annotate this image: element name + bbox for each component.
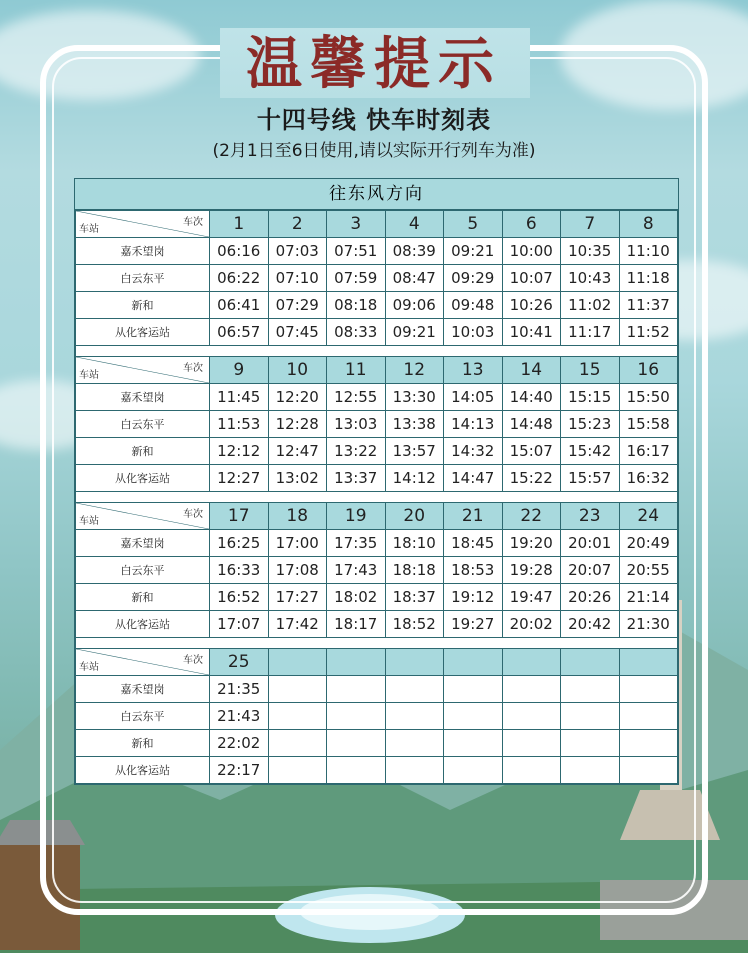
train-number: 4 <box>385 211 444 238</box>
departure-time: 10:00 <box>502 238 561 265</box>
departure-time: 17:42 <box>268 611 327 638</box>
train-number: 13 <box>444 357 503 384</box>
departure-time: 19:12 <box>444 584 503 611</box>
train-number: 24 <box>619 503 678 530</box>
departure-time: 14:47 <box>444 465 503 492</box>
station-name: 从化客运站 <box>76 465 210 492</box>
departure-time <box>385 703 444 730</box>
departure-time: 17:07 <box>210 611 269 638</box>
corner-label-train: 车次 <box>183 655 203 666</box>
table-row <box>76 411 678 438</box>
train-number <box>385 649 444 676</box>
departure-time: 22:02 <box>210 730 269 757</box>
departure-time: 15:42 <box>561 438 620 465</box>
departure-time: 21:30 <box>619 611 678 638</box>
corner-label-station: 车站 <box>79 516 99 527</box>
departure-time: 07:29 <box>268 292 327 319</box>
table-row <box>76 465 678 492</box>
departure-time: 20:49 <box>619 530 678 557</box>
departure-time: 18:10 <box>385 530 444 557</box>
departure-time <box>561 757 620 784</box>
departure-time <box>385 676 444 703</box>
departure-time <box>327 757 386 784</box>
station-name: 新和 <box>76 584 210 611</box>
departure-time: 14:05 <box>444 384 503 411</box>
departure-time <box>444 676 503 703</box>
departure-time: 06:16 <box>210 238 269 265</box>
departure-time <box>268 757 327 784</box>
departure-time: 20:07 <box>561 557 620 584</box>
table-row <box>76 584 678 611</box>
departure-time <box>619 730 678 757</box>
departure-time <box>268 676 327 703</box>
corner-label-train: 车次 <box>183 363 203 374</box>
departure-time: 11:37 <box>619 292 678 319</box>
departure-time: 12:20 <box>268 384 327 411</box>
table-row <box>76 238 678 265</box>
departure-time: 10:26 <box>502 292 561 319</box>
departure-time: 07:51 <box>327 238 386 265</box>
departure-time <box>619 757 678 784</box>
train-number: 14 <box>502 357 561 384</box>
departure-time: 12:28 <box>268 411 327 438</box>
departure-time: 21:43 <box>210 703 269 730</box>
departure-time: 14:12 <box>385 465 444 492</box>
block-separator <box>76 492 678 503</box>
departure-time: 11:18 <box>619 265 678 292</box>
departure-time: 07:45 <box>268 319 327 346</box>
departure-time: 09:21 <box>385 319 444 346</box>
departure-time <box>444 703 503 730</box>
departure-time: 18:37 <box>385 584 444 611</box>
table-row <box>76 703 678 730</box>
departure-time: 10:07 <box>502 265 561 292</box>
departure-time: 16:17 <box>619 438 678 465</box>
departure-time: 06:22 <box>210 265 269 292</box>
departure-time: 06:57 <box>210 319 269 346</box>
departure-time <box>619 676 678 703</box>
departure-time: 11:10 <box>619 238 678 265</box>
departure-time <box>385 730 444 757</box>
departure-time <box>327 730 386 757</box>
train-number: 17 <box>210 503 269 530</box>
station-name: 嘉禾望岗 <box>76 238 210 265</box>
corner-header <box>76 503 210 530</box>
train-number: 5 <box>444 211 503 238</box>
departure-time: 08:39 <box>385 238 444 265</box>
station-name: 从化客运站 <box>76 611 210 638</box>
departure-time <box>502 730 561 757</box>
train-number: 12 <box>385 357 444 384</box>
corner-label-station: 车站 <box>79 662 99 673</box>
departure-time: 16:32 <box>619 465 678 492</box>
train-number: 9 <box>210 357 269 384</box>
departure-time: 17:27 <box>268 584 327 611</box>
station-name: 白云东平 <box>76 411 210 438</box>
direction-header: 往东风方向 <box>75 179 678 210</box>
table-row <box>76 611 678 638</box>
departure-time: 13:38 <box>385 411 444 438</box>
departure-time: 19:27 <box>444 611 503 638</box>
departure-time: 12:27 <box>210 465 269 492</box>
corner-label-station: 车站 <box>79 224 99 235</box>
station-name: 新和 <box>76 730 210 757</box>
departure-time: 11:53 <box>210 411 269 438</box>
departure-time: 14:13 <box>444 411 503 438</box>
departure-time: 09:48 <box>444 292 503 319</box>
table-row <box>76 730 678 757</box>
departure-time: 13:03 <box>327 411 386 438</box>
departure-time <box>561 676 620 703</box>
station-name: 白云东平 <box>76 265 210 292</box>
train-number: 8 <box>619 211 678 238</box>
train-number: 18 <box>268 503 327 530</box>
page-subtitle: 十四号线 快车时刻表 <box>256 106 492 134</box>
departure-time <box>619 703 678 730</box>
departure-time <box>327 676 386 703</box>
departure-time: 18:45 <box>444 530 503 557</box>
departure-time: 18:18 <box>385 557 444 584</box>
departure-time: 16:33 <box>210 557 269 584</box>
corner-header <box>76 211 210 238</box>
train-number: 6 <box>502 211 561 238</box>
station-name: 白云东平 <box>76 557 210 584</box>
station-name: 白云东平 <box>76 703 210 730</box>
departure-time: 12:12 <box>210 438 269 465</box>
departure-time: 15:23 <box>561 411 620 438</box>
departure-time: 07:10 <box>268 265 327 292</box>
departure-time: 13:02 <box>268 465 327 492</box>
departure-time: 15:22 <box>502 465 561 492</box>
station-name: 从化客运站 <box>76 757 210 784</box>
page-title: 温馨提示 <box>246 32 502 97</box>
station-name: 嘉禾望岗 <box>76 384 210 411</box>
departure-time: 13:57 <box>385 438 444 465</box>
departure-time: 17:08 <box>268 557 327 584</box>
table-row <box>76 557 678 584</box>
departure-time <box>385 757 444 784</box>
train-number <box>502 649 561 676</box>
departure-time <box>561 703 620 730</box>
train-number <box>619 649 678 676</box>
table-row <box>76 757 678 784</box>
departure-time: 20:42 <box>561 611 620 638</box>
departure-time: 21:14 <box>619 584 678 611</box>
station-name: 从化客运站 <box>76 319 210 346</box>
train-number: 23 <box>561 503 620 530</box>
departure-time: 07:59 <box>327 265 386 292</box>
departure-time: 13:37 <box>327 465 386 492</box>
station-name: 嘉禾望岗 <box>76 530 210 557</box>
departure-time: 19:47 <box>502 584 561 611</box>
block-separator <box>76 638 678 649</box>
departure-time: 15:15 <box>561 384 620 411</box>
train-number: 25 <box>210 649 269 676</box>
departure-time: 09:29 <box>444 265 503 292</box>
departure-time: 13:22 <box>327 438 386 465</box>
departure-time: 21:35 <box>210 676 269 703</box>
departure-time: 12:47 <box>268 438 327 465</box>
departure-time: 15:50 <box>619 384 678 411</box>
departure-time <box>502 757 561 784</box>
departure-time: 10:03 <box>444 319 503 346</box>
usage-note: (2月1日至6日使用,请以实际开行列车为准) <box>212 141 536 161</box>
block-separator <box>76 346 678 357</box>
departure-time: 18:52 <box>385 611 444 638</box>
departure-time: 09:21 <box>444 238 503 265</box>
table-row <box>76 676 678 703</box>
corner-header <box>76 649 210 676</box>
departure-time <box>444 757 503 784</box>
departure-time: 11:52 <box>619 319 678 346</box>
departure-time: 14:32 <box>444 438 503 465</box>
departure-time: 18:02 <box>327 584 386 611</box>
corner-header <box>76 357 210 384</box>
train-number: 3 <box>327 211 386 238</box>
table-row <box>76 319 678 346</box>
train-number <box>327 649 386 676</box>
departure-time: 10:43 <box>561 265 620 292</box>
departure-time: 17:43 <box>327 557 386 584</box>
departure-time: 11:02 <box>561 292 620 319</box>
departure-time: 15:57 <box>561 465 620 492</box>
train-number: 16 <box>619 357 678 384</box>
departure-time <box>561 730 620 757</box>
departure-time: 19:28 <box>502 557 561 584</box>
train-number: 10 <box>268 357 327 384</box>
train-number-row <box>76 211 678 238</box>
departure-time: 16:25 <box>210 530 269 557</box>
departure-time: 12:55 <box>327 384 386 411</box>
departure-time: 06:41 <box>210 292 269 319</box>
departure-time: 17:35 <box>327 530 386 557</box>
departure-time: 08:47 <box>385 265 444 292</box>
departure-time: 17:00 <box>268 530 327 557</box>
departure-time: 20:55 <box>619 557 678 584</box>
departure-time <box>268 703 327 730</box>
station-name: 新和 <box>76 292 210 319</box>
departure-time: 18:17 <box>327 611 386 638</box>
station-name: 嘉禾望岗 <box>76 676 210 703</box>
departure-time: 13:30 <box>385 384 444 411</box>
departure-time: 16:52 <box>210 584 269 611</box>
departure-time: 09:06 <box>385 292 444 319</box>
departure-time <box>444 730 503 757</box>
departure-time <box>327 703 386 730</box>
departure-time: 11:17 <box>561 319 620 346</box>
departure-time: 19:20 <box>502 530 561 557</box>
train-number: 1 <box>210 211 269 238</box>
train-number: 11 <box>327 357 386 384</box>
table-row <box>76 292 678 319</box>
train-number: 15 <box>561 357 620 384</box>
corner-label-station: 车站 <box>79 370 99 381</box>
departure-time: 11:45 <box>210 384 269 411</box>
departure-time: 20:01 <box>561 530 620 557</box>
table-row <box>76 438 678 465</box>
table-row <box>76 530 678 557</box>
timetable-grid <box>75 210 678 784</box>
train-number <box>268 649 327 676</box>
departure-time: 10:35 <box>561 238 620 265</box>
table-row <box>76 384 678 411</box>
corner-label-train: 车次 <box>183 217 203 228</box>
departure-time: 07:03 <box>268 238 327 265</box>
train-number-row <box>76 649 678 676</box>
train-number: 7 <box>561 211 620 238</box>
table-row <box>76 265 678 292</box>
corner-label-train: 车次 <box>183 509 203 520</box>
departure-time <box>502 676 561 703</box>
departure-time: 08:33 <box>327 319 386 346</box>
departure-time: 14:40 <box>502 384 561 411</box>
departure-time: 10:41 <box>502 319 561 346</box>
departure-time: 20:02 <box>502 611 561 638</box>
departure-time: 14:48 <box>502 411 561 438</box>
departure-time: 20:26 <box>561 584 620 611</box>
departure-time <box>502 703 561 730</box>
departure-time: 15:58 <box>619 411 678 438</box>
departure-time: 22:17 <box>210 757 269 784</box>
departure-time: 15:07 <box>502 438 561 465</box>
train-number: 22 <box>502 503 561 530</box>
train-number: 20 <box>385 503 444 530</box>
train-number <box>444 649 503 676</box>
train-number-row <box>76 503 678 530</box>
departure-time <box>268 730 327 757</box>
station-name: 新和 <box>76 438 210 465</box>
departure-time: 08:18 <box>327 292 386 319</box>
train-number-row <box>76 357 678 384</box>
train-number: 2 <box>268 211 327 238</box>
departure-time: 18:53 <box>444 557 503 584</box>
train-number: 21 <box>444 503 503 530</box>
train-number <box>561 649 620 676</box>
train-number: 19 <box>327 503 386 530</box>
timetable <box>74 178 679 785</box>
